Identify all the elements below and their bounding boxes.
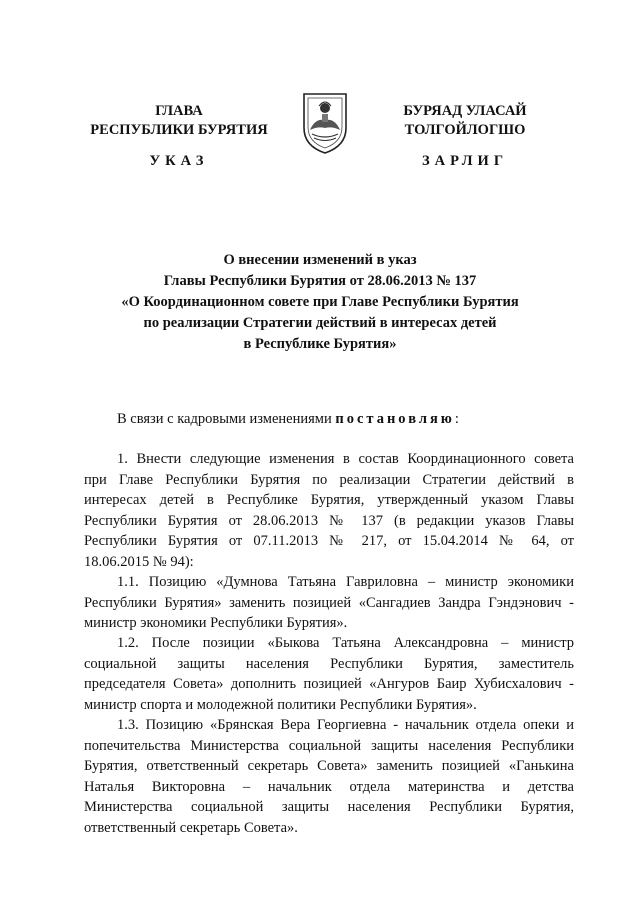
paragraph-line: при Главе Республики Бурятия по реализации Стратегии действий в bbox=[84, 471, 574, 488]
issuer-russian-line1: ГЛАВА bbox=[155, 103, 203, 119]
issuer-buryat-line2: ТОЛГОЙЛОГШО bbox=[404, 122, 526, 138]
paragraph-line: председателя Совета» дополнить позицией «Ангуров Баир Хубисхалович - bbox=[84, 676, 574, 692]
paragraph-line: 1.2. После позиции «Быкова Татьяна Александровна – министр bbox=[117, 635, 574, 651]
decree-title bbox=[70, 250, 570, 355]
paragraph-line: Республики Бурятия от 07.11.2013 № 217, от 15.04.2014 № 64, от bbox=[84, 533, 574, 549]
doc-type-buryat: ЗАРЛИГ bbox=[421, 153, 509, 169]
paragraph-1-2 bbox=[84, 633, 574, 715]
title-line: Главы Республики Бурятия от 28.06.2013 № 137 bbox=[163, 273, 477, 289]
title-line: О внесении изменений в указ bbox=[223, 252, 417, 268]
paragraph-line: Наталья Викторовна – начальник отдела материнства и детства bbox=[84, 778, 574, 795]
title-line: по реализации Стратегии действий в интересах детей bbox=[143, 315, 497, 331]
paragraph-line: 1.1. Позицию «Думнова Татьяна Гавриловна – министр экономики bbox=[117, 574, 574, 590]
issuer-buryat bbox=[370, 102, 560, 140]
paragraph-line: социальной защиты населения Республики Бурятия, заместитель bbox=[84, 655, 574, 672]
intro-emphasis: постановляю bbox=[335, 411, 455, 427]
paragraph-line: министр экономики Республики Бурятия». bbox=[84, 615, 348, 631]
intro-line bbox=[117, 411, 459, 428]
paragraph-line: Республики Бурятия» заменить позицией «Сангадиев Зандра Гэндэнович - bbox=[84, 594, 574, 611]
title-line: «О Координационном совете при Главе Республики Бурятия bbox=[121, 294, 519, 310]
paragraph-line: 1.3. Позицию «Брянская Вера Георгиевна - начальник отдела опеки и bbox=[117, 717, 574, 733]
issuer-russian bbox=[84, 102, 274, 140]
paragraph-line: ответственный секретарь Совета». bbox=[84, 819, 298, 836]
issuer-russian-line2: РЕСПУБЛИКИ БУРЯТИЯ bbox=[90, 122, 268, 138]
intro-text: В связи с кадровыми изменениями bbox=[117, 411, 336, 427]
paragraph-line: 1. Внести следующие изменения в состав Координационного совета bbox=[117, 451, 574, 467]
paragraph-line: 18.06.2015 № 94): bbox=[84, 553, 194, 570]
paragraph-line: Бурятия, ответственный секретарь Совета» заменить позицией «Ганькина bbox=[84, 758, 574, 774]
paragraph-line: Министерства социальной защиты населения Республики Бурятия, bbox=[84, 799, 574, 815]
paragraph-1-1 bbox=[84, 572, 574, 634]
coat-of-arms-icon bbox=[300, 90, 350, 156]
doc-type-russian: УКАЗ bbox=[149, 153, 209, 169]
paragraph-line: министр спорта и молодежной политики Республики Бурятия». bbox=[84, 696, 477, 713]
title-line: в Республике Бурятия» bbox=[243, 336, 397, 352]
intro-end: : bbox=[454, 411, 459, 427]
paragraph-1 bbox=[84, 449, 574, 572]
paragraph-1-3 bbox=[84, 715, 574, 838]
paragraph-line: попечительства Министерства социальной защиты населения Республики bbox=[84, 737, 574, 754]
paragraph-line: Республики Бурятия от 28.06.2013 № 137 (в редакции указов Главы bbox=[84, 512, 574, 529]
issuer-buryat-line1: БУРЯАД УЛАСАЙ bbox=[403, 103, 527, 119]
paragraph-line: интересах детей в Республике Бурятия, утвержденный указом Главы bbox=[84, 492, 574, 508]
